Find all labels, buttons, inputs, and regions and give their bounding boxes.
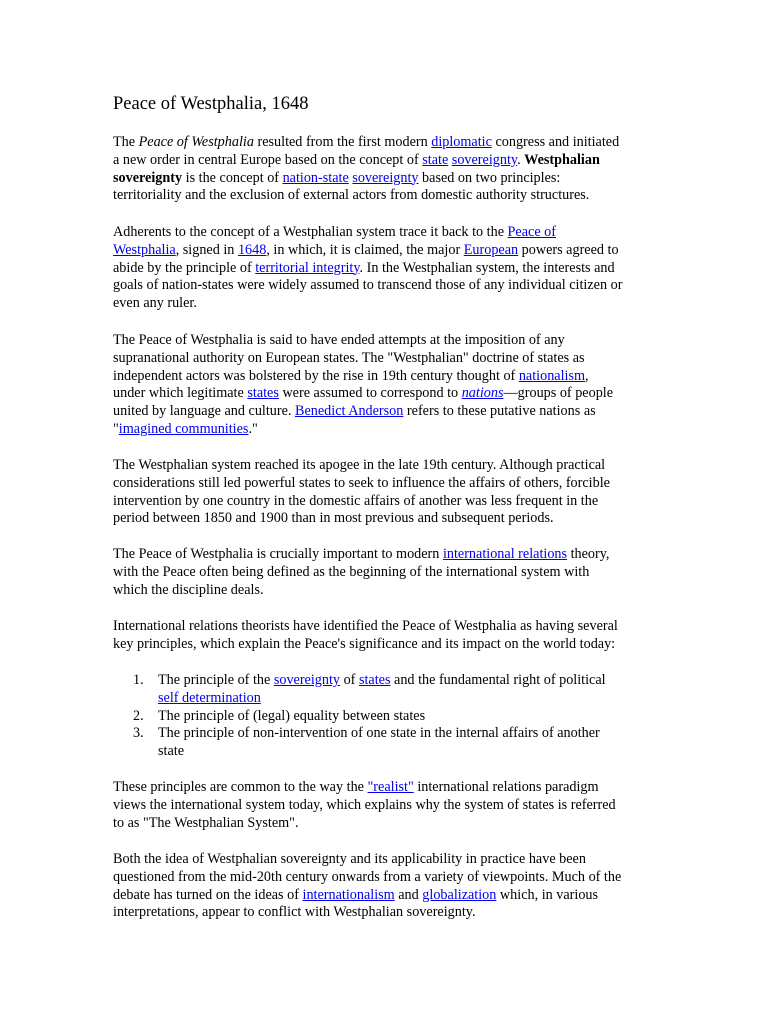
text-line: abide by the principle of territorial integrity. In the Westphalian system, the interests and bbox=[113, 259, 615, 276]
text-line: considerations still led powerful states to seek to influence the affairs of others, forcible bbox=[113, 474, 610, 491]
paragraph-nationalism bbox=[113, 332, 658, 439]
text-line: period between 1850 and 1900 than in most previous and subsequent periods. bbox=[113, 510, 554, 527]
link-european[interactable]: European bbox=[463, 241, 519, 258]
link-states[interactable]: states bbox=[247, 385, 279, 402]
text-line: united by language and culture. Benedict Anderson refers to these putative nations as bbox=[113, 403, 596, 420]
list-number: 1. bbox=[133, 672, 144, 688]
link-state[interactable]: state bbox=[422, 151, 449, 168]
text-line: supranational authority on European states. The "Westphalian" doctrine of states as bbox=[113, 349, 585, 366]
paragraph-key-principles bbox=[113, 618, 658, 654]
link-diplomatic[interactable]: diplomatic bbox=[431, 134, 492, 150]
text-line: debate has turned on the ideas of internationalism and globalization which, in various bbox=[113, 886, 599, 903]
link-states[interactable]: states bbox=[358, 672, 391, 688]
text-line: intervention by one country in the domestic affairs of another was less frequent in the bbox=[113, 492, 599, 509]
link-sovereignty[interactable]: sovereignty bbox=[451, 151, 518, 168]
paragraph-globalization bbox=[113, 851, 658, 922]
principles-list bbox=[113, 672, 658, 761]
text-line: These principles are common to the way the "realist" international relations paradigm bbox=[113, 779, 599, 795]
text-line: The Peace of Westphalia resulted from the first modern diplomatic congress and initiated bbox=[113, 134, 620, 150]
link-territorial-integrity[interactable]: territorial integrity bbox=[255, 259, 360, 276]
link-globalization[interactable]: globalization bbox=[422, 886, 497, 903]
link-self-determination[interactable]: self determination bbox=[158, 689, 261, 706]
link-sovereignty[interactable]: sovereignty bbox=[352, 169, 419, 186]
link-nationalism[interactable]: nationalism bbox=[518, 367, 586, 384]
text-line: sovereignty is the concept of nation-state sovereignty based on two principles: bbox=[113, 169, 561, 186]
text-line: independent actors was bolstered by the rise in 19th century thought of nationalism, bbox=[113, 367, 589, 384]
text-line: Both the idea of Westphalian sovereignty and its applicability in practice have been bbox=[113, 851, 586, 867]
link-imagined-communities[interactable]: imagined communities bbox=[118, 420, 249, 437]
paragraph-realist bbox=[113, 779, 658, 832]
paragraph-apogee bbox=[113, 457, 658, 528]
link-realist[interactable]: "realist" bbox=[367, 779, 414, 795]
text-line: Westphalia, signed in 1648, in which, it is claimed, the major European powers agreed to bbox=[113, 241, 619, 258]
text-line: views the international system today, which explains why the system of states is referred bbox=[113, 796, 616, 813]
link-internationalism[interactable]: internationalism bbox=[302, 886, 395, 903]
text-line: under which legitimate states were assumed to correspond to nations—groups of people bbox=[113, 385, 614, 402]
link-benedict-anderson[interactable]: Benedict Anderson bbox=[295, 403, 404, 420]
link-peace-of-westphalia[interactable]: Westphalia bbox=[113, 241, 176, 258]
link-international-relations[interactable]: international relations bbox=[442, 546, 568, 562]
text-line: Adherents to the concept of a Westphalian system trace it back to the Peace of bbox=[113, 224, 556, 240]
list-item: 3. The principle of non-intervention of one state in the internal affairs of another state bbox=[133, 725, 600, 760]
link-peace-of-westphalia[interactable]: Peace of bbox=[507, 224, 556, 240]
paragraph-intro bbox=[113, 134, 658, 205]
page-title: Peace of Westphalia, 1648 bbox=[113, 94, 309, 114]
text-line: interpretations, appear to conflict with Westphalian sovereignty. bbox=[113, 904, 476, 921]
list-item: 1. The principle of the sovereignty of states and the fundamental right of political self determination bbox=[133, 672, 606, 706]
text-line: territoriality and the exclusion of external actors from domestic authority structures. bbox=[113, 187, 590, 204]
list-number: 3. bbox=[133, 725, 144, 742]
bold-term: Westphalian bbox=[524, 151, 600, 168]
link-nations[interactable]: nations bbox=[461, 385, 504, 402]
text-line: with the Peace often being defined as the beginning of the international system with bbox=[113, 563, 590, 580]
italic-term: Peace of Westphalia bbox=[138, 134, 254, 150]
text-line: The Westphalian system reached its apogee in the late 19th century. Although practical bbox=[113, 457, 606, 473]
link-sovereignty[interactable]: sovereignty bbox=[273, 672, 341, 688]
list-item: 2. The principle of (legal) equality between states bbox=[133, 707, 426, 724]
list-number: 2. bbox=[133, 707, 144, 724]
paragraph-international-relations bbox=[113, 546, 658, 599]
text-line: "imagined communities." bbox=[113, 420, 258, 437]
text-line: The Peace of Westphalia is crucially important to modern international relations theory, bbox=[113, 546, 610, 562]
text-line: which the discipline deals. bbox=[113, 581, 264, 598]
link-1648[interactable]: 1648 bbox=[237, 241, 267, 258]
text-line: International relations theorists have identified the Peace of Westphalia as having several bbox=[113, 618, 618, 634]
bold-term: sovereignty bbox=[113, 169, 183, 186]
text-line: even any ruler. bbox=[113, 295, 197, 312]
text-line: a new order in central Europe based on the concept of state sovereignty. Westphalian bbox=[113, 151, 600, 168]
text-line: goals of nation-states were widely assumed to transcend those of any individual citizen or bbox=[113, 277, 623, 294]
paragraph-adherents bbox=[113, 224, 658, 313]
text-line: The Peace of Westphalia is said to have ended attempts at the imposition of any bbox=[113, 332, 565, 348]
text-line: questioned from the mid-20th century onwards from a variety of viewpoints. Much of the bbox=[113, 868, 622, 885]
text-line: to as "The Westphalian System". bbox=[113, 814, 299, 831]
link-nation-state[interactable]: nation-state bbox=[282, 169, 349, 186]
text-line: key principles, which explain the Peace's significance and its impact on the world today: bbox=[113, 635, 616, 652]
